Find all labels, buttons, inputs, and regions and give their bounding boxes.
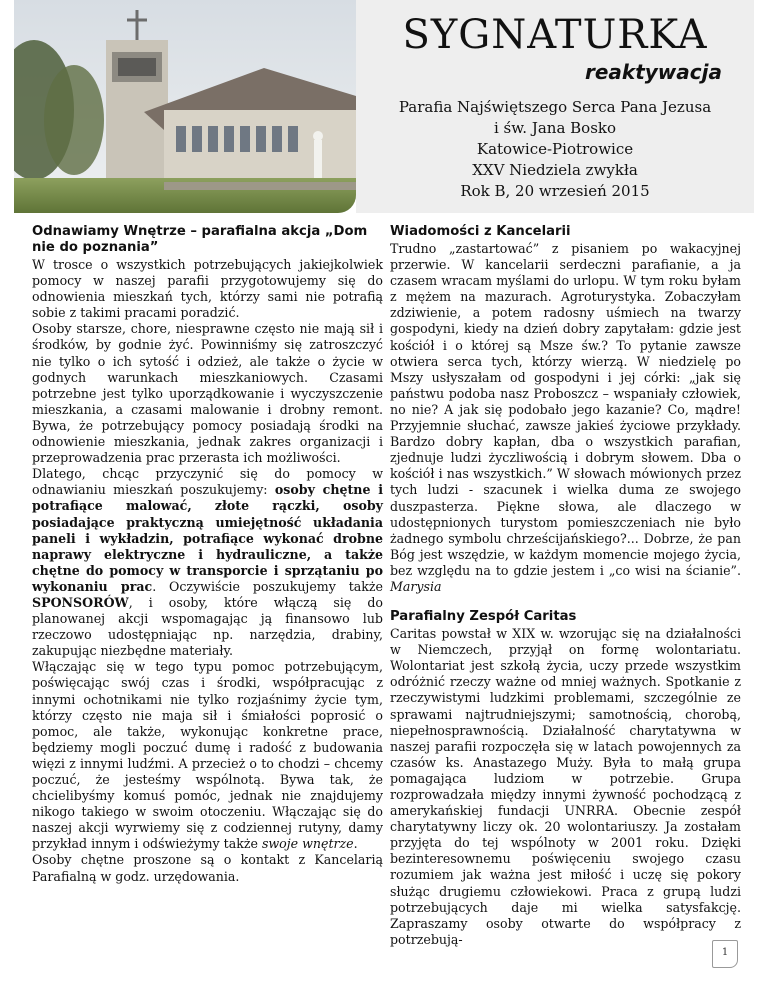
parish-line: Rok B, 20 wrzesień 2015 [460,182,650,200]
left-column [32,224,383,885]
author-signature: Marysia [390,578,442,594]
article-heading: Odnawiamy Wnętrze – parafialna akcja „Dom nie do poznania” [32,224,368,255]
text-span: Trudno „zastartować” z pisaniem po wakacyjnej przerwie. W kancelarii serdeczni parafianie, a ja czasem wracam myślami do urlopu. W tym roku byłam z mężem na mazurach. Agroturystyka. Zobaczyłam zdziwienie, a potem radosny uśmiech na twarzy gospodyni, kiedy na dzień dobry zapytałam: gdzie jest kościół i o której są Msze św.? To pytanie zawsze otwiera serca tych, którzy wierzą. W niedzielę po Mszy usłyszałam od gospodyni i jej córki: „jak się państwu podoba nasz Proboszcz – wspaniały człowiek, no nie? A jak się podobało jego kazanie? Co, mądre! Przyjemnie słuchać, zawsze jakieś życiowe przykłady. Bardzo dobry kapłan, dba o wszystkich parafian, zjednuje ludzi życzliwością i dobrym słowem. Dba o kościół i nas wszystkich.” W słowach mówionych przez tych ludzi - szacunek i wielka duma ze swojego duszpasterza. Piękne słowa, ale dlaczego w udostępnionych turystom pomieszczeniach nie było żadnego symbolu chrześcijańskiego?... Dobrze, że pan Bóg jest wszędzie, w każdym momencie mojego życia, bez względu na to gdzie jestem i „co wisi na ścianie”. [390,241,741,578]
title-box [356,0,754,213]
italic-text: swoje wnętrze [261,836,354,852]
article-paragraph: Caritas powstał w XIX w. wzorując się na działalności w Niemczech, przyjął on formę wolontariatu. Wolontariat jest szkołą życia, uczy przede wszystkim odróżnić rzeczy ważne od mniej ważnych. Spotkanie z rzeczywistymi ludzkimi problemami, szczególnie ze sprawami najtrudniejszymi; samotnością, chorobą, niepełnosprawnością. Działalność charytatywna w naszej parafii rozpoczęła się w latach powojennych za czasów ks. Anastazego Muży. Była to małą grupa pomagająca ludziom w potrzebie. Grupa rozprowadzała między innymi żywność pochodzącą z amerykańskiej fundacji UNRRA. Obecnie zespół charytatywny liczy ok. 20 wolontariuszy. Ja zostałam przyjęta do tej wspólnoty w 2001 roku. Dzięki bezinteresownemu poświęceniu swojego czasu rozumiem jak ważna jest miłość i uczę się pokory służąc drugiemu człowiekowi. Praca z grupą ludzi potrzebujących daje mi wielka satysfakcję. Zapraszamy osoby otwarte do współpracy z potrzebują- [390,626,741,947]
article-paragraph: Osoby chętne proszone są o kontakt z Kancelarią Parafialną w godz. urzędowania. [32,852,383,884]
text-span: . Oczywiście poszukujemy także [152,578,383,594]
text-span: . [353,836,358,852]
highlight-text: osoby chętne i potrafiące malować, złote rączki, osoby posiadające praktyczną umiejętność układania paneli i wykładzin, potrafiące wykonać drobne naprawy elektryczne i hydrauliczne, a także chętne do pomocy w transporcie i sprzątaniu po wykonaniu prac [32,482,383,594]
parish-line: Parafia Najświętszego Serca Pana Jezusa [398,98,712,116]
article-paragraph [32,466,383,659]
right-column [390,224,741,948]
parish-line: Katowice-Piotrowice [476,140,634,158]
article-paragraph: W trosce o wszystkich potrzebujących jakiejkolwiek pomocy w naszej parafii przygotowujemy się do odnowienia mieszkań tych, którzy sami nie potrafią sobie z takimi pracami poradzić. [32,257,383,321]
church-photo [14,0,356,213]
highlight-text: SPONSORÓW [32,594,129,610]
parish-line: i św. Jana Bosko [493,119,617,137]
article-paragraph [32,659,383,852]
page-number: 1 [712,940,738,968]
text-span: , i osoby, które włączą się do planowanej akcji wspomagając ją finansowo lub rzeczowo udostępniając np. narzędzia, drabiny, zakupując niezbędne materiały. [32,594,383,659]
article-paragraph: Osoby starsze, chore, niesprawne często nie mają sił i środków, by godnie żyć. Powinniśmy się zatroszczyć nie tylko o ich sytość i odzież, ale także o życie w godnych warunkach mieszkaniowych. Czasami potrzebne jest tylko uporządkowanie i wyczyszczenie mieszkania, a czasami malowanie i drobny remont. Bywa, że potrzebujący pomocy posiadają środki na odnowienie mieszkania, jednak zakres organizacji i przeprowadzenia prac przerasta ich możliwości. [32,321,383,466]
text-span: Dlatego, chcąc przyczynić się do pomocy w odnawianiu mieszkań poszukujemy: [32,466,383,498]
parish-line: XXV Niedziela zwykła [472,161,638,179]
header [14,0,754,215]
newsletter-title: SYGNATURKA [402,12,708,58]
newsletter-subtitle: reaktywacja [584,60,722,84]
article-heading: Parafialny Zespół Caritas [390,609,577,625]
article-paragraph [390,241,741,595]
parish-info [356,97,754,202]
church-illustration [14,0,356,213]
text-span: Włączając się w tego typu pomoc potrzebującym, poświęcając swój czas i środki, współpracując z innymi ochotnikami nie tylko rozjaśnimy życie tym, którzy często nie maja sił i śmiałości poprosić o pomoc, ale także, wykonując konkretne prace, będziemy mogli poczuć dumę i radość z budowania więzi z innymi ludźmi. A przecież o to chodzi – chcemy poczuć, że jesteśmy wspólnotą. Bywa tak, że chcielibyśmy komuś pomóc, jednak nie znajdujemy nikogo takiego w swoim otoczeniu. Włączając się do naszej akcji wyrwiemy się z codziennej rutyny, damy przykład innym i odświeżymy także [32,659,383,852]
article-heading: Wiadomości z Kancelarii [390,224,571,239]
